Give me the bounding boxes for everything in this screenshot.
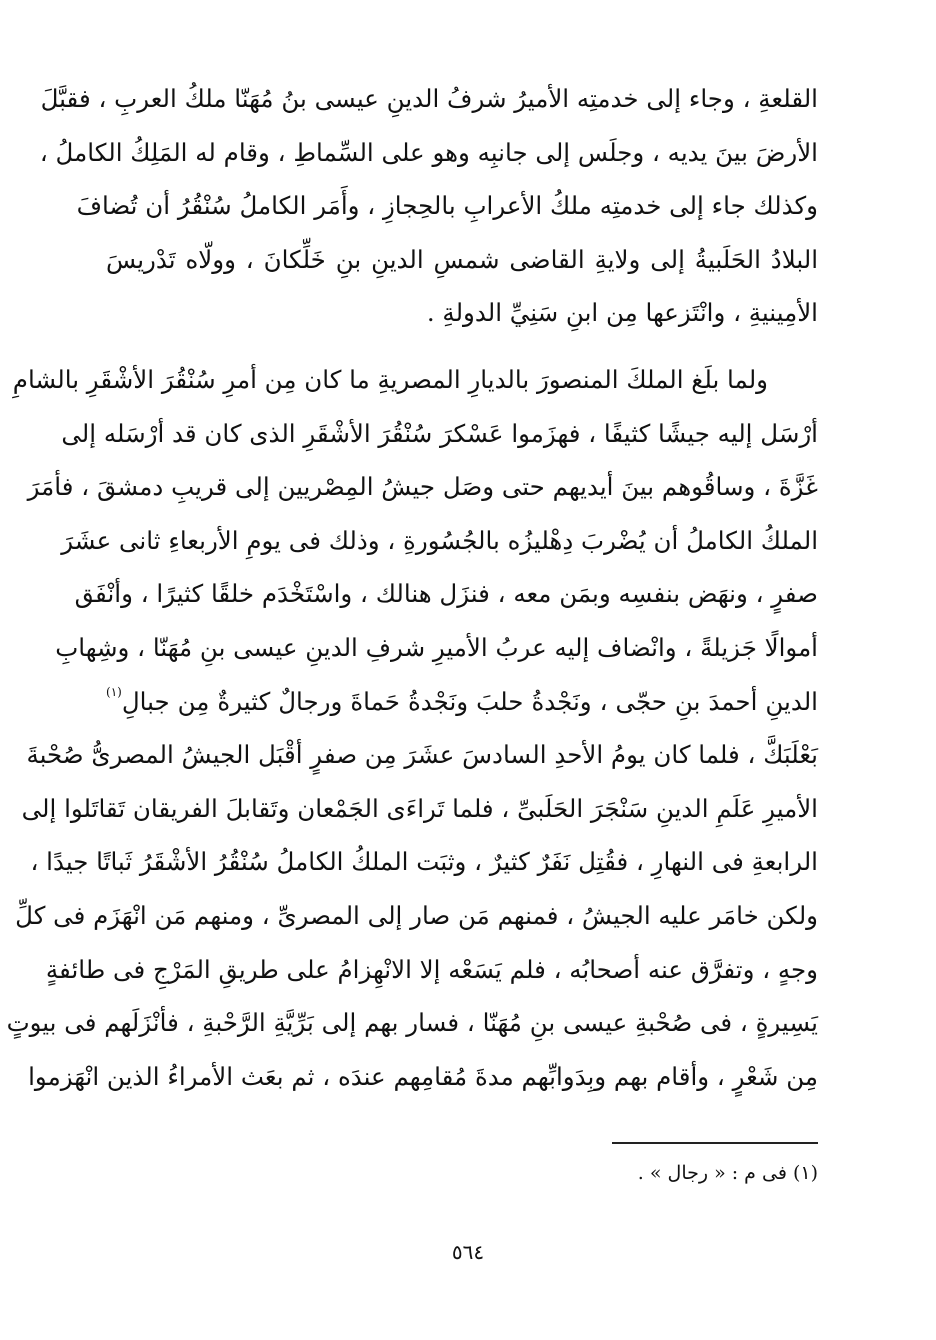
text-line: يَسِيرةٍ ، فى صُحْبةِ عيسى بنِ مُهَنّا ، فسار بهم إلى بَرِّيَّةِ الرَّحْبةِ ، فأنْزَلَهم فى بيوتٍ	[6, 1008, 818, 1038]
text-line-content: الدينِ أحمدَ بنِ حجّى ، ونَجْدةُ حلبَ ونَجْدةُ حَماةَ ورجالٌ كثيرةٌ مِن جبالِ	[121, 686, 818, 716]
text-line: الملكُ الكاملُ أن يُضْربَ دِهْليزُه بالجُسُورةِ ، وذلك فى يومِ الأربعاءِ ثانى عشَرَ	[61, 525, 818, 555]
text-line: القلعةِ ، وجاء إلى خدمتِه الأميرُ شرفُ الدينِ عيسى بنُ مُهَنّا ملكُ العربِ ، فقبَّلَ	[40, 84, 818, 113]
page-number: ٥٦٤	[451, 1240, 485, 1264]
text-line: أموالًا جَزيلةً ، وانْضاف إليه عربُ الأميرِ شرفِ الدينِ عيسى بنِ مُهَنّا ، وشِهابِ	[55, 632, 818, 662]
text-line-with-footnote	[106, 675, 818, 729]
text-line: ولكن خامَر عليه الجيشُ ، فمنهم مَن صار إلى المصرىِّ ، ومنهم مَن انْهَزَم فى كلِّ	[15, 900, 818, 930]
text-line: الأميرِ عَلَمِ الدينِ سَنْجَرَ الحَلَبىِّ ، فلما تَراءَى الجَمْعان وتَقابلَ الفريقان تَقاتَلوا إلى	[21, 793, 818, 823]
text-line: الرابعةِ فى النهارِ ، فقُتِل نَفَرٌ كثيرٌ ، وثبَت الملكُ الكاملُ سُنْقُرُ الأشْقَرُ ثَباتًا جيدًا ،	[30, 847, 818, 877]
text-line: صفرٍ ، ونهَض بنفسِه وبمَن معه ، فنزَل هنالك ، واسْتَخْدَم خلقًا كثيرًا ، وأنْفَق	[74, 579, 818, 609]
footnote: (١) فى م : « رجال » .	[637, 1162, 818, 1184]
text-line: غَزَّةَ ، وساقُوهم بينَ أيديهم حتى وصَل جيشُ المِصْريين إلى قريبِ دمشقَ ، فأمَرَ	[27, 472, 818, 502]
text-line: وجهٍ ، وتفرَّق عنه أصحابُه ، فلم يَسَعْه إلا الانْهِزامُ على طريقِ المَرْجِ فى طائفةٍ	[45, 954, 818, 984]
text-line: الأمِينيةِ ، وانْتَزعها مِن ابنِ سَنِيِّ الدولةِ .	[426, 298, 818, 328]
text-line: أرْسَل إليه جيشًا كثيفًا ، فهزَموا عَسْكرَ سُنْقُرَ الأشْقَرِ الذى كان قد أرْسَله إلى	[61, 418, 818, 448]
text-line: البلادُ الحَلَبيةُ إلى ولايةِ القاضى شمسِ الدينِ بنِ خَلِّكانَ ، وولّاه تَدْريسَ	[106, 244, 818, 274]
footnote-marker: (١)	[106, 684, 122, 699]
text-line: بَعْلَبَكَّ ، فلما كان يومُ الأحدِ السادسَ عشَرَ مِن صفرٍ أقْبَل الجيشُ المصرىُّ صُحْبةَ	[26, 740, 818, 770]
footnote-separator	[612, 1142, 818, 1144]
text-line: الأرضَ بينَ يديه ، وجلَس إلى جانبِه وهو على السِّماطِ ، وقام له المَلِكُ الكاملُ ،	[39, 137, 818, 167]
text-line: وكذلك جاء إلى خدمتِه ملكُ الأعرابِ بالحِجازِ ، وأَمَر الكاملُ سُنْقُرُ أن تُضافَ	[76, 191, 818, 221]
text-line: ولما بلَغ الملكَ المنصورَ بالديارِ المصريةِ ما كان مِن أمرِ سُنْقُرَ الأشْقَرِ بالشامِ	[12, 365, 768, 394]
text-line: مِن شَعْرٍ ، وأقام بهم وبِدَوابِّهم مدةَ مُقامِهم عندَه ، ثم بعَث الأمراءُ الذين انْهَزموا	[28, 1061, 818, 1091]
paragraph-2	[6, 353, 818, 1103]
paragraph-1	[39, 72, 818, 340]
